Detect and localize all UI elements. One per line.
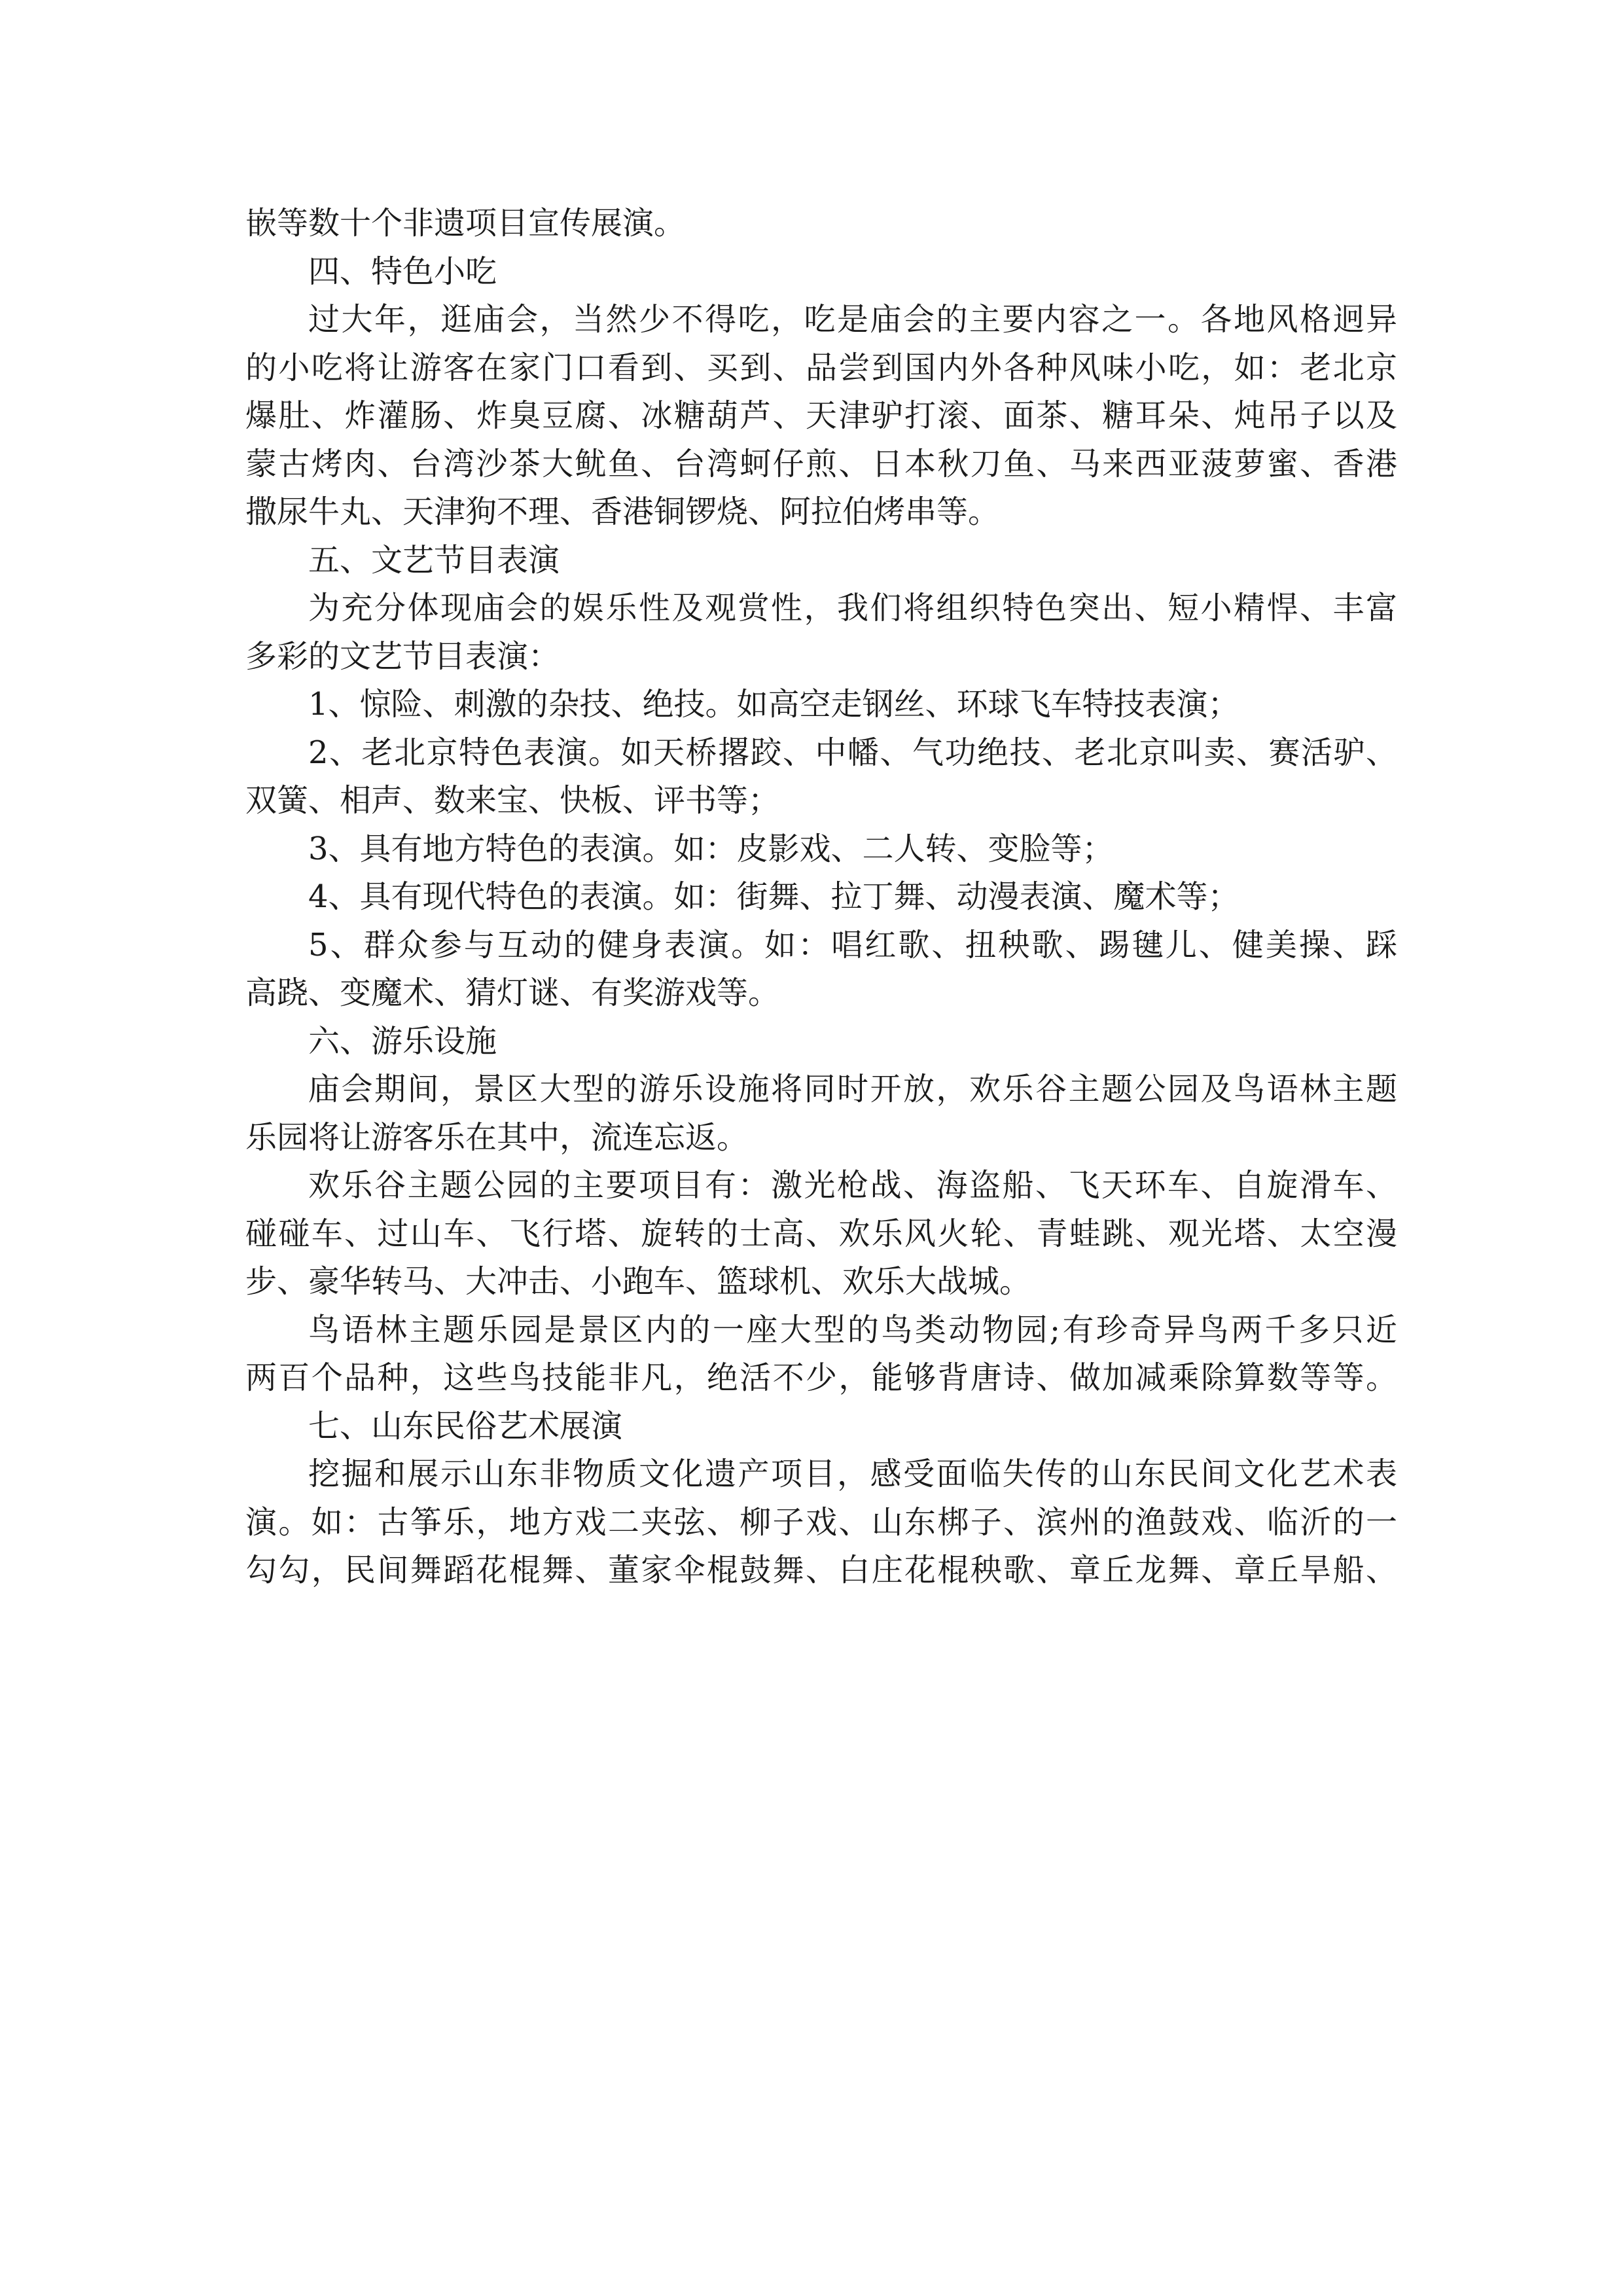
section-heading-rides: 六、游乐设施 <box>308 1022 497 1060</box>
paragraph-line: 欢乐谷主题公园的主要项目有：激光枪战、海盗船、飞天环车、自旋滑车、 <box>308 1167 1397 1204</box>
list-item: 3、具有地方特色的表演。如：皮影戏、二人转、变脸等； <box>308 830 1114 867</box>
section-heading-performances: 五、文艺节目表演 <box>308 541 560 579</box>
list-item-continuation: 双簧、相声、数来宝、快板、评书等； <box>245 782 780 819</box>
paragraph-line: 碰碰车、过山车、飞行塔、旋转的士高、欢乐风火轮、青蛙跳、观光塔、太空漫 <box>245 1215 1397 1252</box>
section-heading-shandong-folk-art: 七、山东民俗艺术展演 <box>308 1407 623 1444</box>
paragraph-line: 爆肚、炸灌肠、炸臭豆腐、冰糖葫芦、天津驴打滚、面茶、糖耳朵、炖吊子以及 <box>245 397 1397 434</box>
list-item-continuation: 高跷、变魔术、猜灯谜、有奖游戏等。 <box>245 975 780 1011</box>
list-item: 4、具有现代特色的表演。如：街舞、拉丁舞、动漫表演、魔术等； <box>308 878 1240 915</box>
paragraph-line: 两百个品种，这些鸟技能非凡，绝活不少，能够背唐诗、做加减乘除算数等等。 <box>245 1359 1397 1396</box>
paragraph-line: 乐园将让游客乐在其中，流连忘返。 <box>245 1119 749 1156</box>
paragraph-line: 蒙古烤肉、台湾沙茶大鱿鱼、台湾蚵仔煎、日本秋刀鱼、马来西亚菠萝蜜、香港 <box>245 445 1397 482</box>
paragraph-line: 撒尿牛丸、天津狗不理、香港铜锣烧、阿拉伯烤串等。 <box>245 493 1000 530</box>
list-item: 1、惊险、刺激的杂技、绝技。如高空走钢丝、环球飞车特技表演； <box>308 686 1240 723</box>
paragraph-line: 为充分体现庙会的娱乐性及观赏性，我们将组织特色突出、短小精悍、丰富 <box>308 590 1397 626</box>
paragraph-line: 鸟语林主题乐园是景区内的一座大型的鸟类动物园;有珍奇异鸟两千多只近 <box>308 1311 1397 1348</box>
paragraph-line: 庙会期间，景区大型的游乐设施将同时开放，欢乐谷主题公园及鸟语林主题 <box>308 1071 1397 1107</box>
section-heading-snacks: 四、特色小吃 <box>308 253 497 290</box>
list-item: 5、群众参与互动的健身表演。如：唱红歌、扭秧歌、踢毽儿、健美操、踩 <box>308 926 1397 963</box>
document-page <box>245 200 1397 1595</box>
paragraph-line: 步、豪华转马、大冲击、小跑车、篮球机、欢乐大战城。 <box>245 1263 1031 1300</box>
paragraph-line: 过大年，逛庙会，当然少不得吃，吃是庙会的主要内容之一。各地风格迥异 <box>308 301 1397 338</box>
list-item: 2、老北京特色表演。如天桥撂跤、中幡、气功绝技、老北京叫卖、赛活驴、 <box>308 734 1397 771</box>
paragraph-line: 挖掘和展示山东非物质文化遗产项目，感受面临失传的山东民间文化艺术表 <box>308 1456 1397 1492</box>
paragraph-line: 勾勾，民间舞蹈花棍舞、董家伞棍鼓舞、白庄花棍秧歌、章丘龙舞、章丘旱船、 <box>245 1552 1397 1588</box>
paragraph-line: 演。如：古筝乐，地方戏二夹弦、柳子戏、山东梆子、滨州的渔鼓戏、临沂的一 <box>245 1503 1397 1541</box>
paragraph-line: 多彩的文艺节目表演： <box>245 637 560 675</box>
paragraph-line: 的小吃将让游客在家门口看到、买到、品尝到国内外各种风味小吃，如：老北京 <box>245 349 1397 386</box>
paragraph-continuation: 嵌等数十个非遗项目宣传展演。 <box>245 205 686 242</box>
